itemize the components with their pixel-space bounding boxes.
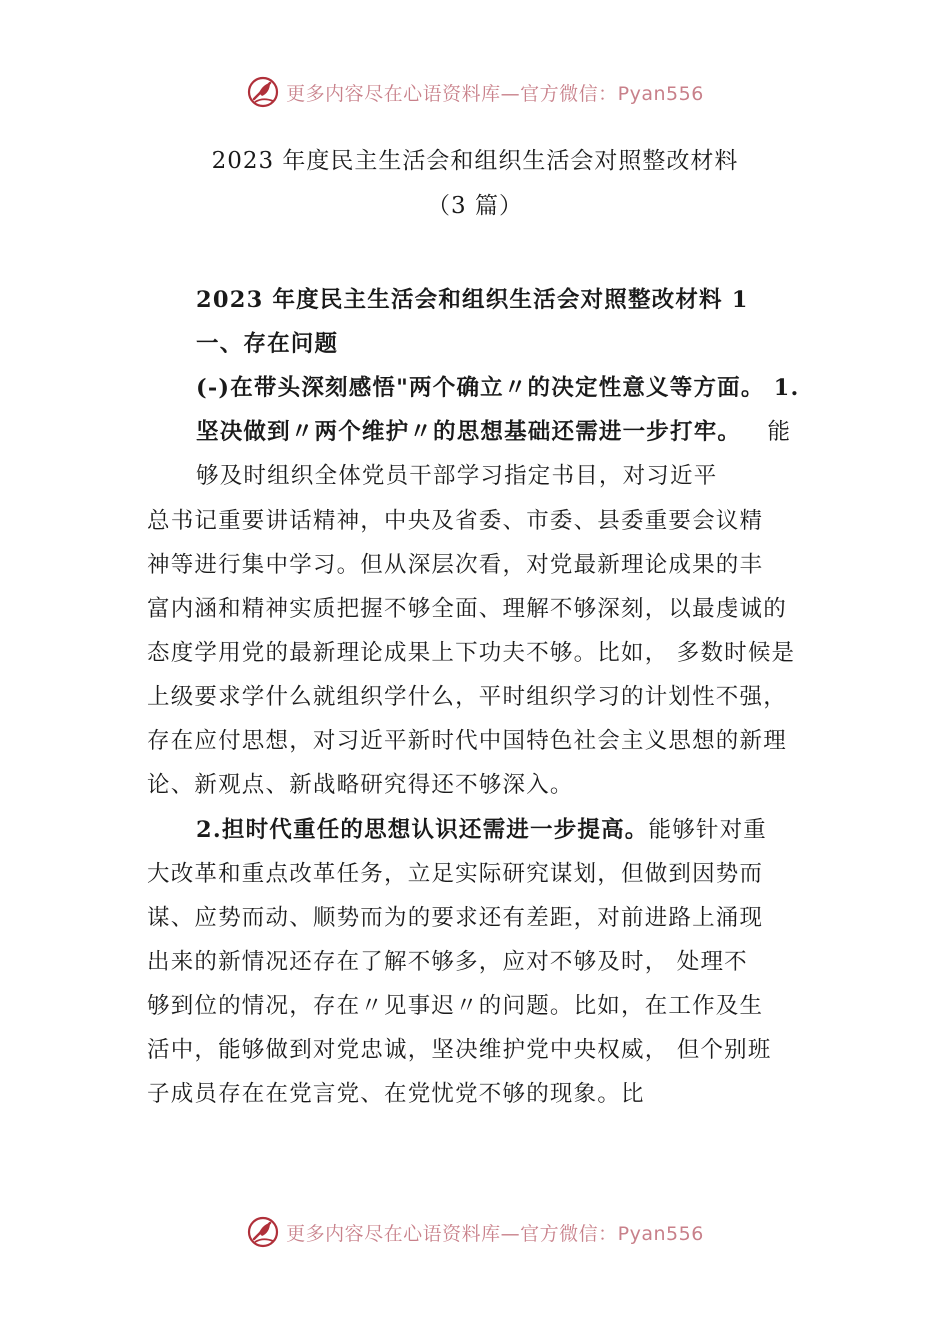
paragraph-line: 存在应付思想，对习近平新时代中国特色社会主义思想的新理: [147, 728, 787, 754]
header-banner: [0, 72, 950, 112]
paragraph-line: 富内涵和精神实质把握不够全面、理解不够深刻，以最虔诚的: [147, 596, 787, 622]
quill-book-logo-icon: [246, 75, 280, 109]
paragraph-line: 论、新观点、新战略研究得还不够深入。: [147, 772, 574, 798]
paragraph-line: 神等进行集中学习。但从深层次看，对党最新理论成果的丰: [147, 552, 764, 578]
paragraph-line: 上级要求学什么就组织学什么，平时组织学习的计划性不强，: [147, 684, 787, 710]
paragraph-line: 谋、应势而动、顺势而为的要求还有差距，对前进路上涌现: [147, 905, 764, 931]
paragraph2-tail: 能够针对重: [648, 817, 768, 843]
banner-text: 更多内容尽在心语资料库—官方微信：Pyan556: [286, 1222, 704, 1245]
paragraph-line: 大改革和重点改革任务，立足实际研究谋划，但做到因势而: [147, 861, 764, 887]
document-title-count: （3 篇）: [427, 193, 523, 219]
section-title: 2023 年度民主生活会和组织生活会对照整改材料 1: [196, 287, 749, 313]
quill-book-logo-icon: [246, 1215, 280, 1249]
paragraph-line: 总书记重要讲话精神，中央及省委、市委、县委重要会议精: [147, 508, 764, 534]
footer-banner: [0, 1212, 950, 1252]
paragraph2-first-line: [196, 812, 767, 844]
paragraph-line: 活中，能够做到对党忠诚，坚决维护党中央权威， 但个别班: [147, 1037, 772, 1063]
sub-heading-line2: [196, 414, 791, 446]
document-title: 2023 年度民主生活会和组织生活会对照整改材料: [211, 148, 739, 174]
heading-problems: 一、存在问题: [196, 331, 339, 357]
sub-heading-bold: 坚决做到〃两个维护〃的思想基础还需进一步打牢。: [196, 419, 742, 445]
paragraph-line: 态度学用党的最新理论成果上下功夫不够。比如， 多数时候是: [147, 640, 796, 666]
paragraph2-heading: 2.担时代重任的思想认识还需进一步提高。: [196, 817, 649, 843]
paragraph-line: 出来的新情况还存在了解不够多，应对不够及时， 处理不: [147, 949, 748, 975]
paragraph-line: 够到位的情况，存在〃见事迟〃的问题。比如，在工作及生: [147, 993, 764, 1019]
banner-text: 更多内容尽在心语资料库—官方微信：Pyan556: [286, 82, 704, 105]
paragraph-line: 子成员存在在党言党、在党忧党不够的现象。比: [147, 1081, 645, 1107]
paragraph-line: 够及时组织全体党员干部学习指定书目，对习近平: [196, 463, 718, 489]
sub-heading-line1: (-)在带头深刻感悟"两个确立〃的决定性意义等方面。 1.: [196, 375, 800, 401]
sub-heading-tail: 能: [767, 419, 792, 445]
